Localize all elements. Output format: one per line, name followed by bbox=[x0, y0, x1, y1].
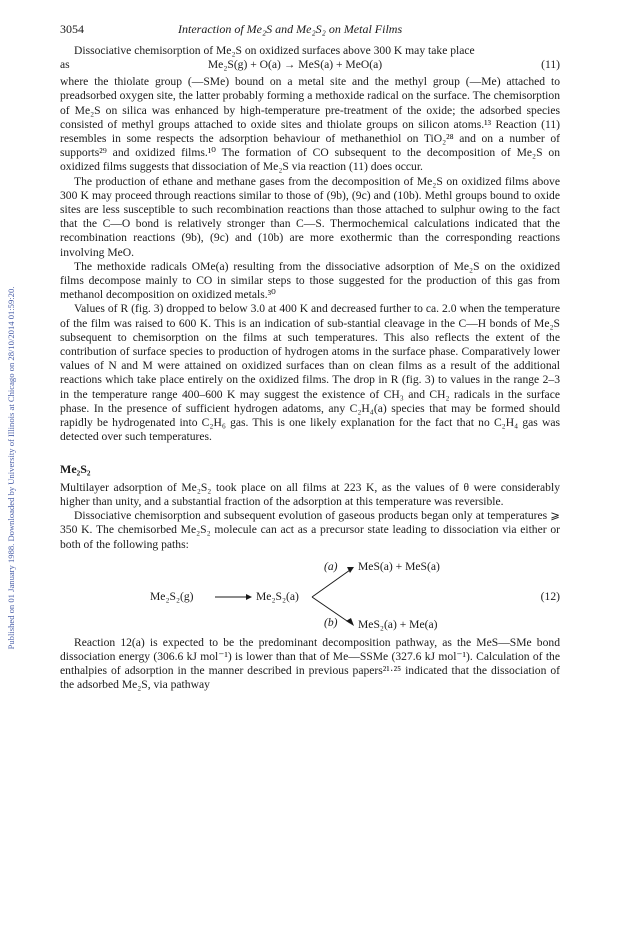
paragraph-1-rest: where the thiolate group (—SMe) bound on a metal site and the methyl group (—Me) attached to preadsorbed oxygen site, the latter probably forming a methoxide radical on the surface. The chemisorption of Me₂S on silica was enhanced by high-temperature pre-treatment of the oxide; the adsorbed species consisted of methyl groups attached to oxide sites and thiolate groups on silicon atoms.¹³ Reaction (11) resembles in some respects the adsorption behaviour of methanethiol on TiO₂²⁸ and on a number of supports²⁹ and oxidized films.¹⁰ The formation of CO subsequent to the decomposition of Me₂S on oxidized films suggests that dissociation of Me₂S via reaction (11) does occur. bbox=[60, 75, 560, 174]
equation-body: Me₂S(g) + O(a) → MeS(a) + MeO(a) bbox=[207, 58, 383, 72]
paragraph-1-start: Dissociative chemisorption of Me₂S on oxidized surfaces above 300 K may take place bbox=[74, 44, 475, 57]
section-heading: Me₂S₂ bbox=[60, 462, 91, 477]
page-body bbox=[60, 22, 560, 693]
scheme-product-b: MeS₂(a) + Me(a) bbox=[358, 617, 438, 631]
equation-11 bbox=[60, 58, 560, 73]
paragraph-5: Multilayer adsorption of Me₂S₂ took place on all films at 223 K, as the values of θ were considerably higher than unity, and a substantial fraction of the adsorption at this temperature was reversible. bbox=[60, 480, 560, 508]
scheme-label-b: (b) bbox=[324, 615, 338, 629]
scheme-product-a: MeS(a) + MeS(a) bbox=[358, 559, 440, 573]
paragraph-4: Values of R (fig. 3) dropped to below 3.0 at 400 K and decreased further to ca. 2.0 when the temperature of the film was raised to 600 K. This is an indication of sub-stantial cleavage in the C—H bonds of Me₂S subsequent to chemisorption on the films at such temperatures. This also reflects the extent of the contribution of surface species to production of hydrogen atoms in the surface phase. Comparatively lower values of N and M were attained on oxidized surfaces than on clean films as a result of the additional reactions which take place entirely on the oxidized films. The drop in R (fig. 3) to values in the range 2–3 in the temperature range 400–600 K may suggest the existence of CH₃ and CH₂ radicals in the surface phase. In the presence of sufficient hydrogen adatoms, any C₂H₄(a) species that may be formed should rapidly be hydrogenated into C₂H₆ gas. This is one likely explanation for the fact that no C₂H₄ gas was detected over such temperatures. bbox=[60, 302, 560, 444]
running-title: Interaction of Me₂S and Me₂S₂ on Metal Films bbox=[178, 22, 403, 36]
scheme-intermediate: Me₂S₂(a) bbox=[256, 589, 299, 603]
paragraph-2: The production of ethane and methane gases from the decomposition of Me₂S on oxidized films above 300 K may proceed through reactions similar to those of (9b), (9c) and (10b). Methl groups bound to oxide sites are less susceptible to such recombination reactions than those attached to sulphur owing to the fact that the C—O bond is relatively stronger than C—S. Thermochemical calculations indicated that the recombination reactions (9b), (9c) and (10b) are more exothermic than the corresponding reactions involving MeO. bbox=[60, 174, 560, 259]
download-note: Published on 01 January 1988. Downloaded by University of Illinois at Chicago on 28/10/2014 01:59:20. bbox=[6, 286, 16, 650]
scheme-arrows bbox=[60, 560, 560, 630]
running-header bbox=[60, 22, 560, 40]
page-number: 3054 bbox=[60, 22, 84, 36]
equation-lead: as bbox=[60, 58, 70, 72]
paragraph-6: Dissociative chemisorption and subsequent evolution of gaseous products began only at temperatures ⩾ 350 K. The chemisorbed Me₂S₂ molecule can act as a precursor state leading to dissociation via either or both of the following paths: bbox=[60, 509, 560, 551]
equation-number: (11) bbox=[541, 58, 560, 72]
download-watermark bbox=[0, 0, 22, 936]
paragraph-3: The methoxide radicals OMe(a) resulting from the dissociative adsorption of Me₂S on the oxidized films decompose mainly to CO in similar steps to those suggested for the production of this gas from methanol decomposition on oxidized metals.³⁰ bbox=[60, 259, 560, 302]
reaction-scheme-12 bbox=[60, 560, 560, 630]
paragraph-7: Reaction 12(a) is expected to be the predominant decomposition pathway, as the MeS—SMe bond dissociation energy (306.6 kJ mol⁻¹) is lower than that of Me—SSMe (327.6 kJ mol⁻¹). Calculation of the enthalpies of adsorption in the manner described in previous papers²¹·²⁵ indicated that the dissociation of the adsorbed Me₂S, via pathway bbox=[60, 635, 560, 692]
scheme-reactant: Me₂S₂(g) bbox=[150, 589, 194, 603]
scheme-number: (12) bbox=[540, 589, 560, 603]
scheme-label-a: (a) bbox=[324, 559, 338, 573]
